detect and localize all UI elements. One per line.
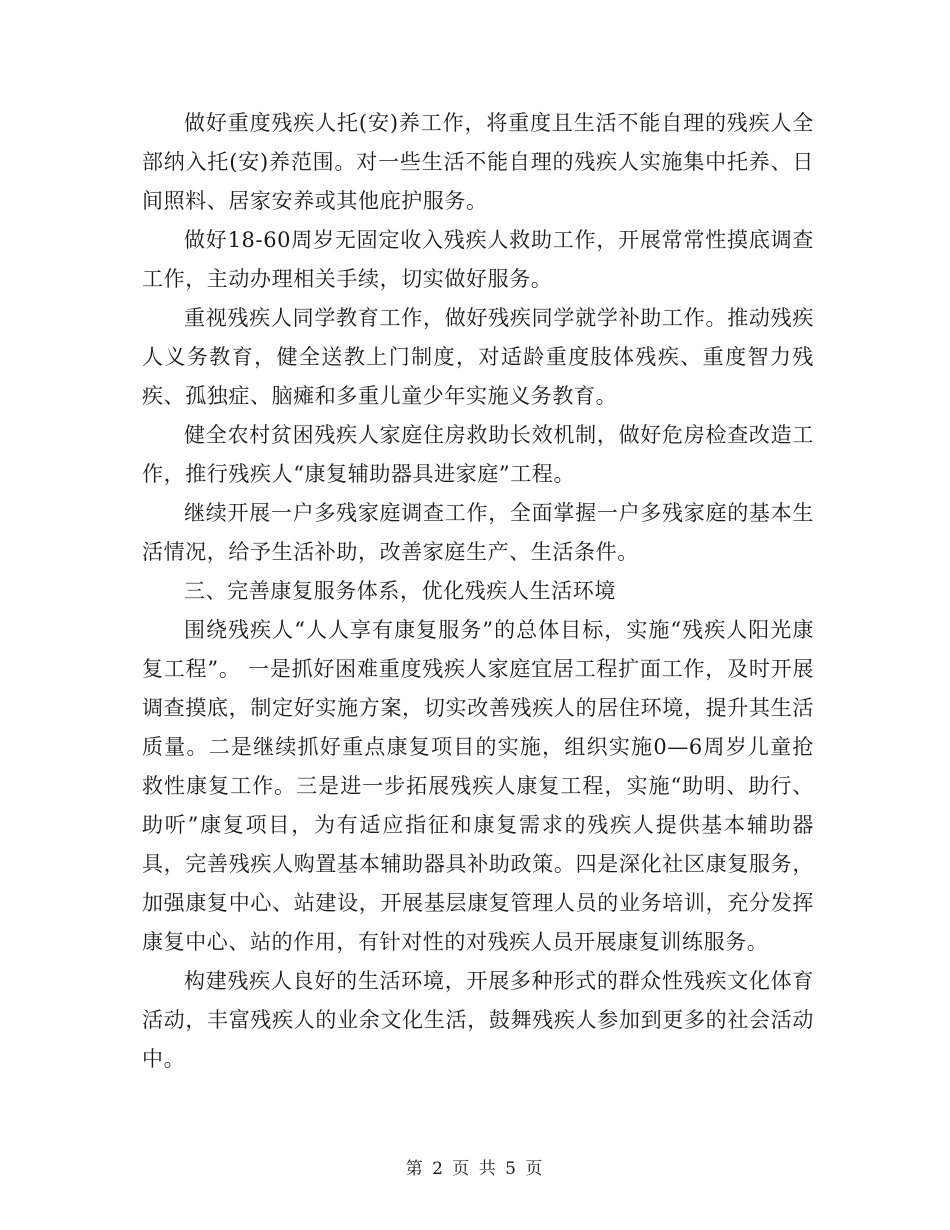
paragraph-care-services: 做好重度残疾人托(安)养工作，将重度且生活不能自理的残疾人全部纳入托(安)养范围。对一些生活不能自理的残疾人实施集中托养、日间照料、居家安养或其他庇护服务。 bbox=[142, 111, 814, 213]
page-number-footer: 第 2 页 共 5 页 bbox=[405, 1159, 545, 1179]
paragraph-multi-disability-families: 继续开展一户多残家庭调查工作，全面掌握一户多残家庭的基本生活情况，给予生活补助，改善家庭生产、生活条件。 bbox=[142, 501, 814, 564]
document-body bbox=[142, 104, 814, 1079]
section-heading-rehabilitation: 三、完善康复服务体系，优化残疾人生活环境 bbox=[184, 579, 616, 603]
paragraph-living-environment: 构建残疾人良好的生活环境，开展多种形式的群众性残疾文化体育活动，丰富残疾人的业余文化生活，鼓舞残疾人参加到更多的社会活动中。 bbox=[142, 969, 814, 1071]
paragraph-housing: 健全农村贫困残疾人家庭住房救助长效机制，做好危房检查改造工作，推行残疾人“康复辅助器具进家庭”工程。 bbox=[142, 423, 814, 486]
paragraph-rehabilitation-project: 围绕残疾人“人人享有康复服务”的总体目标，实施“残疾人阳光康复工程”。 一是抓好困难重度残疾人家庭宜居工程扩面工作，及时开展调查摸底，制定好实施方案，切实改善残疾人的居住环境，提升其生活质量。二是继续抓好重点康复项目的实施，组织实施0—6周岁儿童抢救性康复工作。三是进一步拓展残疾人康复工程，实施“助明、助行、助听”康复项目，为有适应指征和康复需求的残疾人提供基本辅助器具，完善残疾人购置基本辅助器具补助政策。四是深化社区康复服务，加强康复中心、站建设，开展基层康复管理人员的业务培训，充分发挥康复中心、站的作用，有针对性的对残疾人员开展康复训练服务。 bbox=[142, 618, 814, 954]
paragraph-income-assistance: 做好18-60周岁无固定收入残疾人救助工作，开展常常性摸底调查工作，主动办理相关手续，切实做好服务。 bbox=[142, 228, 814, 291]
paragraph-education: 重视残疾人同学教育工作，做好残疾同学就学补助工作。推动残疾人义务教育，健全送教上门制度，对适龄重度肢体残疾、重度智力残疾、孤独症、脑瘫和多重儿童少年实施义务教育。 bbox=[142, 306, 814, 408]
